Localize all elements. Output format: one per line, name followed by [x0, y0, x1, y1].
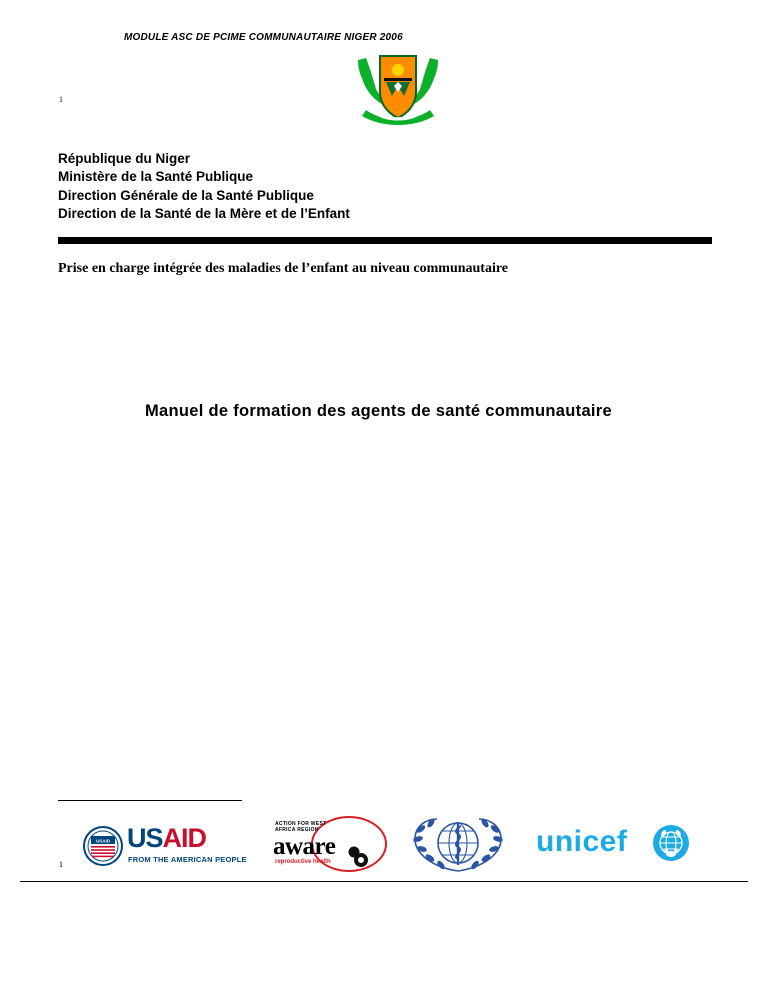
aware-top-line-2: AFRICA REGION — [275, 827, 319, 833]
page-title: Manuel de formation des agents de santé communautaire — [145, 402, 612, 420]
page-number-top: 1 — [59, 95, 63, 104]
usaid-tagline: FROM THE AMERICAN PEOPLE — [128, 855, 247, 864]
ministry-block — [58, 150, 350, 223]
ministry-line-3: Direction Générale de la Santé Publique — [58, 187, 314, 203]
unicef-wordmark: unicef — [536, 825, 628, 858]
aware-logo — [273, 816, 391, 874]
ministry-line-4: Direction de la Santé de la Mère et de l’Enfant — [58, 205, 350, 221]
usaid-word-aid: AID — [162, 823, 207, 853]
ministry-line-2: Ministère de la Santé Publique — [58, 169, 254, 185]
ministry-line-1: République du Niger — [58, 151, 191, 166]
who-emblem-icon — [403, 815, 513, 873]
aware-top-line-1: ACTION FOR WEST — [275, 821, 327, 827]
footnote-separator — [58, 800, 242, 801]
unicef-logo — [536, 824, 711, 866]
aware-figure-icon — [347, 846, 369, 868]
running-header: MODULE ASC DE PCIME COMMUNAUTAIRE NIGER 2006 — [124, 32, 403, 43]
usaid-word-us: US — [127, 823, 163, 853]
footer-divider — [20, 881, 748, 882]
usaid-wordmark — [127, 824, 206, 852]
usaid-logo — [83, 822, 253, 870]
page-number-bottom: 1 — [59, 860, 63, 869]
document-subtitle: Prise en charge intégrée des maladies de l’enfant au niveau communautaire — [58, 261, 509, 276]
unicef-globe-icon — [652, 824, 690, 862]
svg-text:USAID: USAID — [95, 838, 111, 844]
niger-coat-of-arms-icon — [348, 52, 448, 126]
aware-subtitle: reproductive health — [275, 859, 331, 865]
horizontal-rule — [58, 237, 712, 244]
usaid-seal-icon — [83, 826, 123, 866]
footer-logo-strip — [58, 810, 712, 880]
aware-wordmark: aware — [273, 833, 336, 860]
